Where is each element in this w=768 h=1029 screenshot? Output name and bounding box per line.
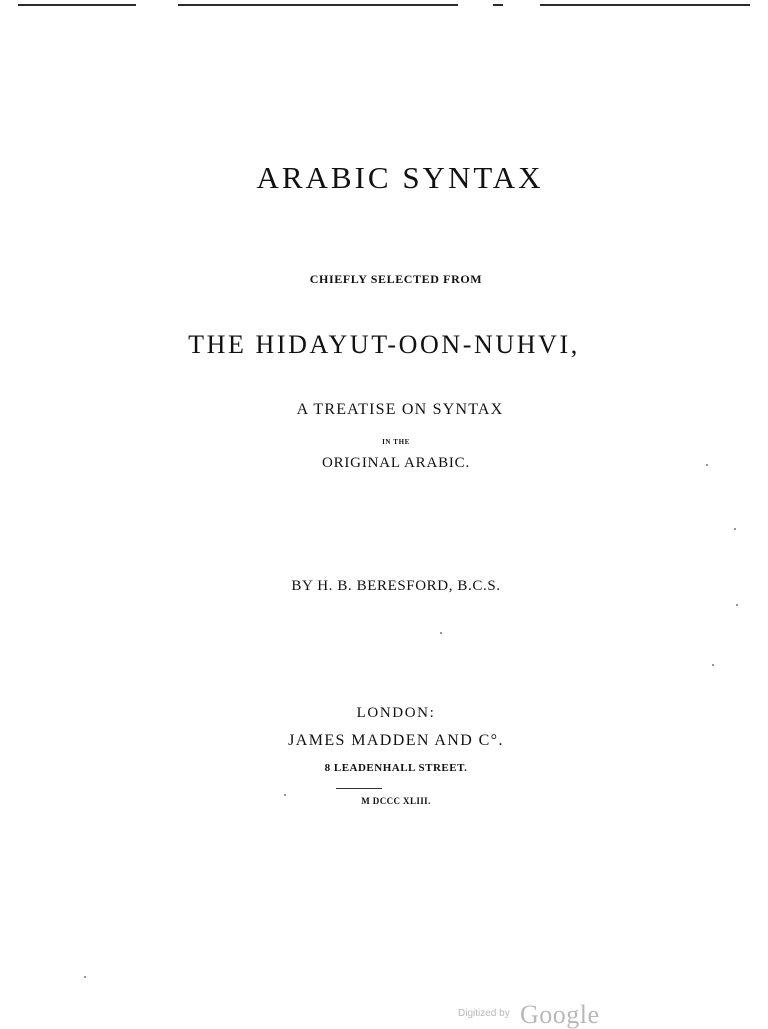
imprint-address: 8 LEADENHALL STREET. xyxy=(324,762,468,774)
imprint-date: M DCCC XLIII. xyxy=(361,796,431,806)
imprint-publisher: JAMES MADDEN AND C°. xyxy=(288,732,504,749)
scan-speck xyxy=(734,528,736,530)
book-title: ARABIC SYNTAX xyxy=(256,160,544,195)
scan-speck xyxy=(440,632,442,634)
scan-speck xyxy=(284,794,286,796)
original-language-line: ORIGINAL ARABIC. xyxy=(321,455,471,471)
scan-speck xyxy=(712,664,714,666)
scan-speck xyxy=(736,604,738,606)
imprint-divider xyxy=(336,788,382,789)
source-work-title: THE HIDAYUT-OON-NUHVI, xyxy=(188,330,580,359)
in-the-line: IN THE xyxy=(382,438,410,446)
top-scan-rule xyxy=(18,4,750,7)
google-logo: Google xyxy=(520,1000,600,1029)
scan-speck xyxy=(706,464,708,466)
digitized-by-watermark: Digitized by xyxy=(458,1008,510,1019)
author-line: BY H. B. BERESFORD, B.C.S. xyxy=(291,578,501,594)
imprint-city: LONDON: xyxy=(356,705,436,721)
scan-speck xyxy=(84,976,86,978)
selected-from-line: CHIEFLY SELECTED FROM xyxy=(309,272,483,286)
treatise-line: A TREATISE ON SYNTAX xyxy=(296,401,504,418)
